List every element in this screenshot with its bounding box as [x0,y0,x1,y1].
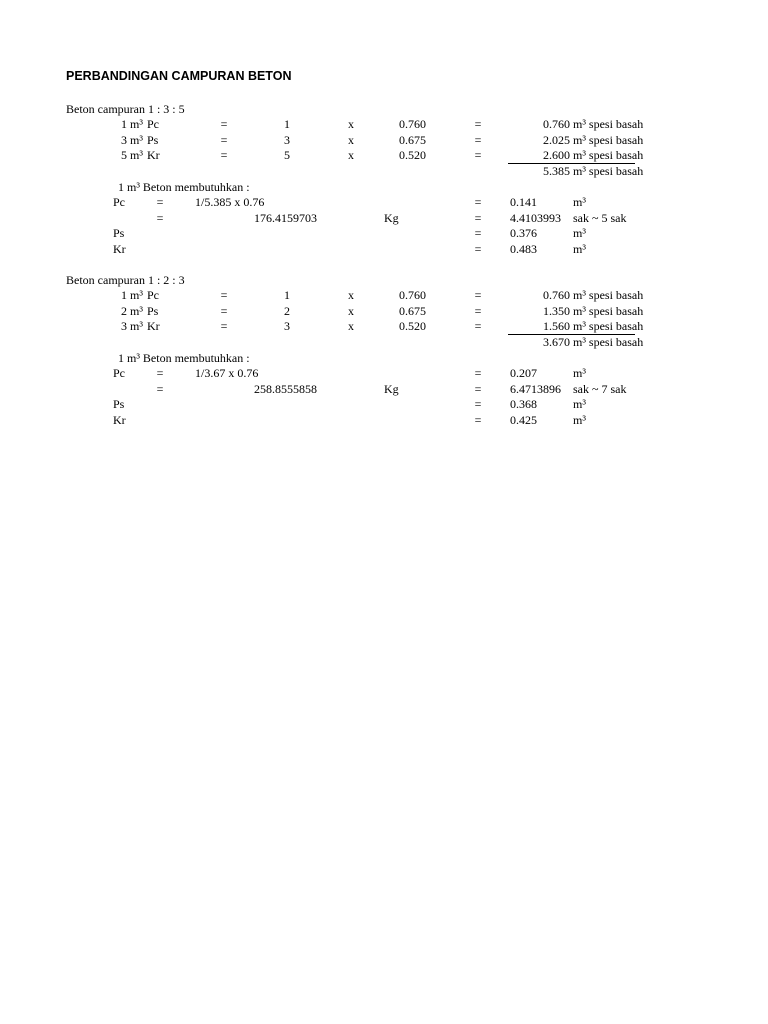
ps-value: 0.376 [510,226,537,240]
row-coefficient: 0.520 [399,148,426,162]
row-quantity: 1 [121,288,127,302]
row-equals: = [220,148,228,162]
pc-value: 0.141 [510,195,537,209]
row-result: 0.760 [543,117,570,131]
pc-equals-result: = [474,366,482,380]
row-result-unit: m³ spesi basah [573,148,644,162]
row-result: 2.600 [543,148,570,162]
row-unit: m³ [130,288,143,302]
needs-label: 1 m³ Beton membutuhkan : [118,351,250,365]
kg-value: 176.4159703 [254,211,317,225]
row-unit: m³ [130,319,143,333]
row-material: Ps [147,304,159,318]
total-value: 3.670 [543,335,570,349]
row-equals: = [220,117,228,131]
kg-equals: = [156,211,164,225]
row-result: 1.350 [543,304,570,318]
kr-value: 0.425 [510,413,537,427]
kg-equals-result: = [474,382,482,396]
pc-label: Pc [113,195,125,209]
row-multiply: x [348,133,354,147]
mix-section-1-3-5 [0,102,768,277]
row-result-unit: m³ spesi basah [573,304,644,318]
ps-label: Ps [113,397,125,411]
kr-label: Kr [113,413,126,427]
row-result: 0.760 [543,288,570,302]
row-unit: m³ [130,148,143,162]
row-equals-result: = [474,304,482,318]
row-multiply: x [348,117,354,131]
kr-label: Kr [113,242,126,256]
pc-equals-result: = [474,195,482,209]
row-equals-result: = [474,133,482,147]
row-equals: = [220,304,228,318]
row-result-unit: m³ spesi basah [573,288,644,302]
pc-formula: 1/5.385 x 0.76 [195,195,265,209]
kg-equals: = [156,382,164,396]
kg-unit: Kg [384,382,399,396]
sak-value: 6.4713896 [510,382,561,396]
row-multiply: x [348,304,354,318]
row-factor: 3 [284,319,290,333]
row-material: Kr [147,319,160,333]
row-result-unit: m³ spesi basah [573,117,644,131]
row-factor: 1 [284,288,290,302]
row-equals-result: = [474,148,482,162]
row-factor: 3 [284,133,290,147]
sak-unit: sak ~ 7 sak [573,382,627,396]
row-equals-result: = [474,117,482,131]
row-unit: m³ [130,133,143,147]
kg-equals-result: = [474,211,482,225]
ps-unit: m³ [573,226,586,240]
ps-equals: = [474,397,482,411]
pc-unit: m³ [573,366,586,380]
row-equals: = [220,319,228,333]
row-coefficient: 0.760 [399,117,426,131]
kr-equals: = [474,242,482,256]
ps-label: Ps [113,226,125,240]
pc-formula: 1/3.67 x 0.76 [195,366,259,380]
row-equals: = [220,133,228,147]
row-quantity: 3 [121,133,127,147]
kr-equals: = [474,413,482,427]
total-unit: m³ spesi basah [573,335,644,349]
row-quantity: 2 [121,304,127,318]
row-coefficient: 0.760 [399,288,426,302]
total-value: 5.385 [543,164,570,178]
row-unit: m³ [130,304,143,318]
row-result-unit: m³ spesi basah [573,133,644,147]
row-result-unit: m³ spesi basah [573,319,644,333]
row-coefficient: 0.520 [399,319,426,333]
row-multiply: x [348,319,354,333]
pc-equals: = [156,195,164,209]
mix-section-1-2-3 [0,273,768,448]
row-factor: 1 [284,117,290,131]
row-multiply: x [348,288,354,302]
sak-value: 4.4103993 [510,211,561,225]
section-heading: Beton campuran 1 : 3 : 5 [66,102,185,116]
kr-unit: m³ [573,242,586,256]
page-title: PERBANDINGAN CAMPURAN BETON [66,69,292,83]
row-equals-result: = [474,288,482,302]
row-multiply: x [348,148,354,162]
row-material: Pc [147,117,159,131]
total-unit: m³ spesi basah [573,164,644,178]
row-unit: m³ [130,117,143,131]
row-coefficient: 0.675 [399,304,426,318]
pc-unit: m³ [573,195,586,209]
row-material: Kr [147,148,160,162]
pc-value: 0.207 [510,366,537,380]
row-material: Pc [147,288,159,302]
pc-label: Pc [113,366,125,380]
row-factor: 5 [284,148,290,162]
row-material: Ps [147,133,159,147]
kr-unit: m³ [573,413,586,427]
kg-value: 258.8555858 [254,382,317,396]
ps-unit: m³ [573,397,586,411]
kr-value: 0.483 [510,242,537,256]
pc-equals: = [156,366,164,380]
needs-label: 1 m³ Beton membutuhkan : [118,180,250,194]
row-quantity: 1 [121,117,127,131]
ps-value: 0.368 [510,397,537,411]
kg-unit: Kg [384,211,399,225]
row-result: 1.560 [543,319,570,333]
sak-unit: sak ~ 5 sak [573,211,627,225]
ps-equals: = [474,226,482,240]
row-result: 2.025 [543,133,570,147]
section-heading: Beton campuran 1 : 2 : 3 [66,273,185,287]
row-equals: = [220,288,228,302]
row-quantity: 5 [121,148,127,162]
row-quantity: 3 [121,319,127,333]
row-coefficient: 0.675 [399,133,426,147]
row-factor: 2 [284,304,290,318]
row-equals-result: = [474,319,482,333]
